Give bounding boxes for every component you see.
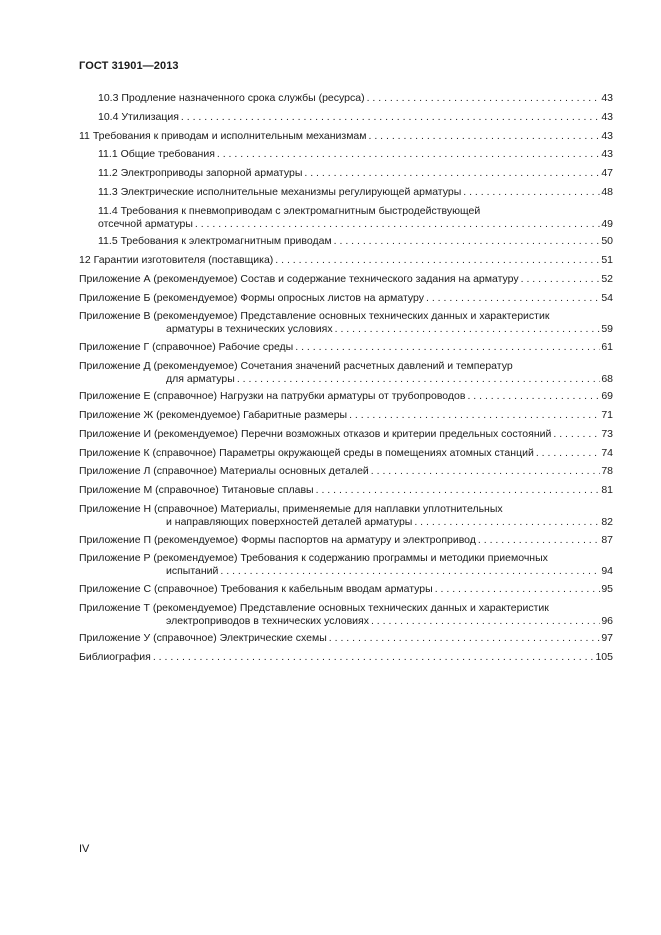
toc-entry[interactable] xyxy=(79,390,613,403)
dot-leader xyxy=(435,583,601,596)
toc-entry[interactable] xyxy=(79,534,613,547)
dot-leader xyxy=(181,111,600,124)
toc-entry-title: Приложение И (рекомендуемое) Перечни возможных отказов и критерии предельных состояний xyxy=(79,427,552,440)
toc-entry-title: 11.2 Электроприводы запорной арматуры xyxy=(98,167,303,180)
toc-entry[interactable] xyxy=(79,503,613,529)
toc-entry-title: и направляющих поверхностей деталей арматуры xyxy=(166,516,413,529)
page-number: IV xyxy=(79,843,90,855)
toc-entry[interactable] xyxy=(79,583,613,596)
toc-entry[interactable] xyxy=(79,484,613,497)
toc-entry[interactable] xyxy=(79,428,613,441)
dot-leader xyxy=(334,235,601,248)
toc-page-number: 105 xyxy=(595,650,613,663)
toc-page-number: 82 xyxy=(601,516,613,529)
dot-leader xyxy=(335,323,601,336)
toc-entry-title: Приложение Н (справочное) Материалы, применяемые для наплавки уплотнительных xyxy=(79,503,503,516)
toc-entry[interactable] xyxy=(79,602,613,628)
toc-entry[interactable] xyxy=(79,465,613,478)
toc-page-number: 69 xyxy=(601,390,613,403)
toc-page-number: 48 xyxy=(601,185,613,198)
toc-entry-title: Приложение Ж (рекомендуемое) Габаритные размеры xyxy=(79,409,348,422)
toc-entry-title: Приложение Г (справочное) Рабочие среды xyxy=(79,340,294,353)
toc-page-number: 97 xyxy=(601,632,613,645)
dot-leader xyxy=(349,409,600,422)
toc-entry-title: Приложение Е (справочное) Нагрузки на патрубки арматуры от трубопроводов xyxy=(79,390,466,403)
toc-page-number: 43 xyxy=(601,92,613,104)
toc-entry-title: арматуры в технических условиях xyxy=(166,323,333,336)
toc-entry-title: отсечной арматуры xyxy=(98,217,193,230)
toc-page-number: 43 xyxy=(601,110,613,123)
toc-page-number: 43 xyxy=(601,129,613,142)
toc-entry-title: Приложение Т (рекомендуемое) Представление основных технических данных и характеристик xyxy=(79,601,549,614)
toc-entry[interactable] xyxy=(79,254,613,267)
toc-entry-title: Приложение К (справочное) Параметры окружающей среды в помещениях атомных станций xyxy=(79,446,534,459)
toc-page-number: 49 xyxy=(601,217,613,230)
toc-entry-title: Приложение Б (рекомендуемое) Формы опросных листов на арматуру xyxy=(79,291,424,304)
toc-entry[interactable] xyxy=(79,148,613,161)
dot-leader xyxy=(217,148,600,161)
toc-page-number: 81 xyxy=(601,484,613,497)
toc-entry-title: для арматуры xyxy=(166,372,235,385)
toc-page-number: 47 xyxy=(601,167,613,180)
toc-entry[interactable] xyxy=(79,111,613,124)
toc-entry[interactable] xyxy=(79,130,613,143)
toc-entry-title: 11.3 Электрические исполнительные механизмы регулирующей арматуры xyxy=(98,185,462,198)
toc-entry[interactable] xyxy=(79,409,613,422)
dot-leader xyxy=(275,254,600,267)
toc-entry-title: электроприводов в технических условиях xyxy=(166,614,369,627)
toc-entry[interactable] xyxy=(79,552,613,578)
dot-leader xyxy=(316,484,601,497)
toc-entry[interactable] xyxy=(79,447,613,460)
toc-entry-title: испытаний xyxy=(166,565,219,578)
toc-entry-title: Приложение Д (рекомендуемое) Сочетания значений расчетных давлений и температур xyxy=(79,359,513,372)
toc-entry-title: 11 Требования к приводам и исполнительным механизмам xyxy=(79,129,367,142)
dot-leader xyxy=(220,565,600,578)
dot-leader xyxy=(153,651,595,664)
dot-leader xyxy=(369,130,601,143)
dot-leader xyxy=(478,534,600,547)
toc-entry-title: Приложение А (рекомендуемое) Состав и содержание технического задания на арматуру xyxy=(79,272,519,285)
document-code-header: ГОСТ 31901—2013 xyxy=(79,60,179,72)
toc-page-number: 95 xyxy=(601,582,613,595)
toc-page-number: 59 xyxy=(601,323,613,336)
table-of-contents xyxy=(79,92,613,670)
toc-entry-title: 11.1 Общие требования xyxy=(98,148,215,161)
toc-entry-title: 11.5 Требования к электромагнитным приводам xyxy=(98,235,332,248)
toc-page-number: 94 xyxy=(601,565,613,578)
toc-entry-title: Приложение С (справочное) Требования к кабельным вводам арматуры xyxy=(79,582,433,595)
dot-leader xyxy=(521,273,601,286)
dot-leader xyxy=(536,447,601,460)
dot-leader xyxy=(329,632,601,645)
toc-page-number: 68 xyxy=(601,372,613,385)
toc-page-number: 54 xyxy=(601,291,613,304)
dot-leader xyxy=(195,218,600,231)
toc-page-number: 96 xyxy=(601,614,613,627)
dot-leader xyxy=(367,92,601,105)
dot-leader xyxy=(467,390,600,403)
dot-leader xyxy=(414,516,600,529)
toc-page-number: 51 xyxy=(601,254,613,267)
toc-page-number: 43 xyxy=(601,148,613,161)
toc-page-number: 78 xyxy=(601,465,613,478)
toc-entry[interactable] xyxy=(79,310,613,336)
dot-leader xyxy=(553,428,600,441)
toc-entry[interactable] xyxy=(79,167,613,180)
toc-page-number: 87 xyxy=(601,533,613,546)
toc-entry-title: Библиография xyxy=(79,650,151,663)
toc-page-number: 73 xyxy=(601,427,613,440)
dot-leader xyxy=(295,341,600,354)
dot-leader xyxy=(304,167,600,180)
toc-entry-title: Приложение М (справочное) Титановые сплавы xyxy=(79,484,314,497)
dot-leader xyxy=(371,465,601,478)
toc-entry[interactable] xyxy=(79,360,613,386)
toc-entry[interactable] xyxy=(79,651,613,664)
toc-page-number: 74 xyxy=(601,446,613,459)
toc-page-number: 71 xyxy=(601,409,613,422)
dot-leader xyxy=(463,186,600,199)
toc-entry-title: Приложение Л (справочное) Материалы основных деталей xyxy=(79,465,369,478)
toc-entry[interactable] xyxy=(79,292,613,305)
toc-entry-title: Приложение У (справочное) Электрические схемы xyxy=(79,632,327,645)
toc-page-number: 61 xyxy=(601,340,613,353)
toc-entry-title: Приложение В (рекомендуемое) Представление основных технических данных и характеристик xyxy=(79,310,550,323)
toc-page-number: 52 xyxy=(601,272,613,285)
toc-entry-title: Приложение П (рекомендуемое) Формы паспортов на арматуру и электропривод xyxy=(79,533,476,546)
toc-entry-title: 10.3 Продление назначенного срока службы (ресурса) xyxy=(98,92,365,104)
dot-leader xyxy=(371,615,600,628)
toc-entry-title: 11.4 Требования к пневмоприводам с электромагнитным быстродействующей xyxy=(98,204,481,217)
dot-leader xyxy=(237,373,601,386)
toc-page-number: 50 xyxy=(601,235,613,248)
toc-entry[interactable] xyxy=(79,205,613,231)
toc-entry-title: 12 Гарантии изготовителя (поставщика) xyxy=(79,254,274,267)
dot-leader xyxy=(426,292,600,305)
toc-entry[interactable] xyxy=(79,632,613,645)
toc-entry[interactable] xyxy=(79,273,613,286)
toc-entry[interactable] xyxy=(79,341,613,354)
toc-entry-title: 10.4 Утилизация xyxy=(98,110,179,123)
toc-entry[interactable] xyxy=(79,235,613,248)
toc-entry[interactable] xyxy=(79,92,613,105)
toc-entry-title: Приложение Р (рекомендуемое) Требования к содержанию программы и методики приемочных xyxy=(79,552,548,565)
toc-entry[interactable] xyxy=(79,186,613,199)
